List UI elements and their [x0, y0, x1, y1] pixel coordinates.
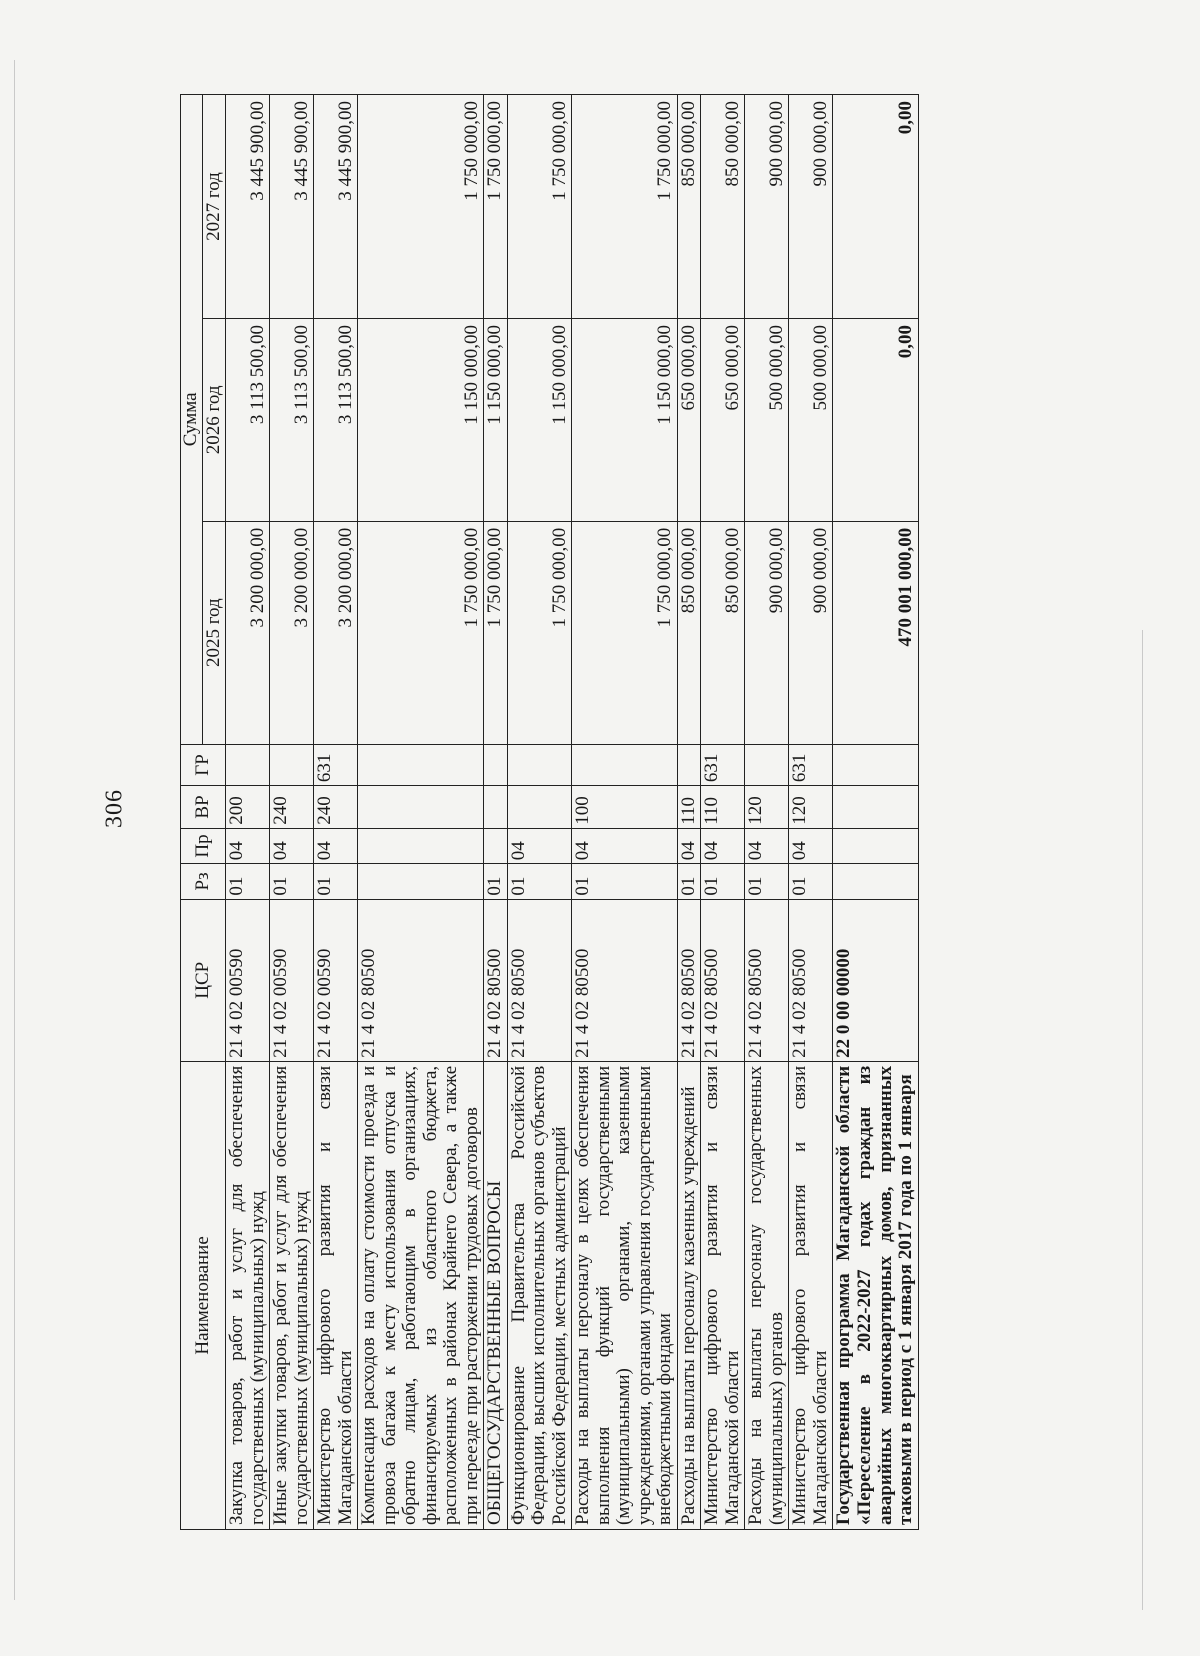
table-row: [226, 95, 270, 1530]
row-name: Министерство цифрового развития и связи Магаданской области: [701, 1061, 745, 1529]
row-sum-2025: 1 750 000,00: [507, 521, 572, 744]
row-vr: [358, 786, 484, 829]
row-rz: 01: [701, 864, 745, 899]
row-pr: 04: [507, 828, 572, 863]
row-sum-2027: 850 000,00: [701, 95, 745, 319]
row-gr: [484, 744, 508, 786]
row-gr: [677, 744, 701, 786]
row-csr: 21 4 02 80500: [507, 899, 572, 1061]
table-row: [677, 95, 701, 1530]
row-sum-2026: 650 000,00: [677, 319, 701, 522]
row-csr: 22 0 00 00000: [833, 899, 918, 1061]
row-csr: 21 4 02 80500: [677, 899, 701, 1061]
row-rz: 01: [507, 864, 572, 899]
row-sum-2026: 1 150 000,00: [507, 319, 572, 522]
scan-edge-left: [14, 60, 15, 1600]
row-rz: 01: [314, 864, 358, 899]
row-sum-2027: 850 000,00: [677, 95, 701, 319]
row-csr: 21 4 02 80500: [484, 899, 508, 1061]
row-gr: [833, 744, 918, 786]
row-sum-2025: 850 000,00: [677, 521, 701, 744]
row-name: Иные закупки товаров, работ и услуг для обеспечения государственных (муниципальных) нужд: [270, 1061, 314, 1529]
row-sum-2027: 3 445 900,00: [314, 95, 358, 319]
row-gr: 631: [701, 744, 745, 786]
row-sum-2027: 1 750 000,00: [507, 95, 572, 319]
row-pr: 04: [701, 828, 745, 863]
row-name: Закупка товаров, работ и услуг для обеспечения государственных (муниципальных) нужд: [226, 1061, 270, 1529]
row-sum-2025: 1 750 000,00: [572, 521, 678, 744]
row-sum-2025: 900 000,00: [789, 521, 833, 744]
table-row: [701, 95, 745, 1530]
row-vr: 110: [701, 786, 745, 829]
row-sum-2027: 3 445 900,00: [270, 95, 314, 319]
header-2026: 2026 год: [202, 319, 226, 522]
table-row: [572, 95, 678, 1530]
row-pr: 04: [745, 828, 789, 863]
row-sum-2026: 3 113 500,00: [314, 319, 358, 522]
table-row: [358, 95, 484, 1530]
row-sum-2025: 3 200 000,00: [270, 521, 314, 744]
row-rz: [358, 864, 484, 899]
row-sum-2025: 3 200 000,00: [314, 521, 358, 744]
row-sum-2025: 850 000,00: [701, 521, 745, 744]
row-sum-2026: 500 000,00: [789, 319, 833, 522]
row-sum-2027: 3 445 900,00: [226, 95, 270, 319]
row-csr: 21 4 02 80500: [701, 899, 745, 1061]
table-row: [745, 95, 789, 1530]
rotated-table-stage: [180, 94, 1135, 1530]
row-gr: [507, 744, 572, 786]
budget-table: [180, 94, 919, 1530]
table-row: [833, 95, 918, 1530]
row-rz: 01: [789, 864, 833, 899]
row-sum-2027: 1 750 000,00: [358, 95, 484, 319]
table-header: [181, 95, 226, 1530]
row-vr: [507, 786, 572, 829]
row-gr: [270, 744, 314, 786]
header-csr: ЦСР: [181, 899, 226, 1061]
row-sum-2026: 3 113 500,00: [226, 319, 270, 522]
row-name: ОБЩЕГОСУДАРСТВЕННЫЕ ВОПРОСЫ: [484, 1061, 508, 1529]
row-pr: 04: [789, 828, 833, 863]
row-sum-2026: 650 000,00: [701, 319, 745, 522]
scan-edge-right: [1142, 630, 1143, 1610]
row-name: Функционирование Правительства Российской Федерации, высших исполнительных органов субъектов Российской Федерации, местных администраций: [507, 1061, 572, 1529]
row-gr: [358, 744, 484, 786]
row-name: Министерство цифрового развития и связи Магаданской области: [314, 1061, 358, 1529]
row-vr: 120: [789, 786, 833, 829]
row-sum-2025: 470 001 000,00: [833, 521, 918, 744]
row-sum-2026: 500 000,00: [745, 319, 789, 522]
header-gr: ГР: [181, 744, 226, 786]
row-pr: 04: [270, 828, 314, 863]
row-csr: 21 4 02 00590: [314, 899, 358, 1061]
table-body: [226, 95, 919, 1530]
row-sum-2026: 1 150 000,00: [484, 319, 508, 522]
row-gr: [745, 744, 789, 786]
row-pr: [833, 828, 918, 863]
row-rz: 01: [226, 864, 270, 899]
header-sum: Сумма: [181, 95, 203, 745]
row-pr: [484, 828, 508, 863]
row-sum-2026: 3 113 500,00: [270, 319, 314, 522]
row-vr: [833, 786, 918, 829]
row-rz: 01: [484, 864, 508, 899]
row-gr: 631: [789, 744, 833, 786]
row-name: Государственная программа Магаданской области «Переселение в 2022-2027 годах граждан из аварийных многоквартирных домов, признанных таковыми в период с 1 января 2017 года по 1 января: [833, 1061, 918, 1529]
row-vr: 200: [226, 786, 270, 829]
table-row: [507, 95, 572, 1530]
row-pr: [358, 828, 484, 863]
row-pr: 04: [677, 828, 701, 863]
row-rz: 01: [745, 864, 789, 899]
row-sum-2026: 1 150 000,00: [358, 319, 484, 522]
header-2027: 2027 год: [202, 95, 226, 319]
row-rz: [833, 864, 918, 899]
row-gr: [572, 744, 678, 786]
header-2025: 2025 год: [202, 521, 226, 744]
row-sum-2025: 900 000,00: [745, 521, 789, 744]
row-name: Министерство цифрового развития и связи Магаданской области: [789, 1061, 833, 1529]
row-gr: [226, 744, 270, 786]
row-sum-2025: 1 750 000,00: [358, 521, 484, 744]
row-sum-2027: 900 000,00: [789, 95, 833, 319]
table-row: [484, 95, 508, 1530]
row-sum-2025: 3 200 000,00: [226, 521, 270, 744]
row-sum-2027: 900 000,00: [745, 95, 789, 319]
row-vr: [484, 786, 508, 829]
row-name: Расходы на выплаты персоналу казенных учреждений: [677, 1061, 701, 1529]
row-pr: 04: [572, 828, 678, 863]
row-name: Компенсация расходов на оплату стоимости проезда и провоза багажа к месту использования отпуска и обратно лицам, работающим в организациях, финансируемых из областного бюджета, расположенных в районах Крайнего Севера, а также при переезде при расторжении трудовых договоров: [358, 1061, 484, 1529]
row-rz: 01: [572, 864, 678, 899]
row-csr: 21 4 02 00590: [270, 899, 314, 1061]
row-sum-2026: 1 150 000,00: [572, 319, 678, 522]
row-csr: 21 4 02 80500: [789, 899, 833, 1061]
page-number: 306: [101, 789, 128, 828]
header-pr: Пр: [181, 828, 226, 863]
row-name: Расходы на выплаты персоналу государственных (муниципальных) органов: [745, 1061, 789, 1529]
row-sum-2026: 0,00: [833, 319, 918, 522]
row-csr: 21 4 02 00590: [226, 899, 270, 1061]
row-vr: 240: [270, 786, 314, 829]
table-row: [789, 95, 833, 1530]
row-name: Расходы на выплаты персоналу в целях обеспечения выполнения функций государственными (муниципальными) органами, казенными учреждениями, органами управления государственными внебюджетными фондами: [572, 1061, 678, 1529]
row-sum-2025: 1 750 000,00: [484, 521, 508, 744]
row-vr: 120: [745, 786, 789, 829]
header-name: Наименование: [181, 1061, 226, 1529]
row-rz: 01: [270, 864, 314, 899]
row-csr: 21 4 02 80500: [572, 899, 678, 1061]
row-csr: 21 4 02 80500: [358, 899, 484, 1061]
row-pr: 04: [226, 828, 270, 863]
header-rz: Рз: [181, 864, 226, 899]
row-sum-2027: 1 750 000,00: [572, 95, 678, 319]
table-row: [314, 95, 358, 1530]
row-vr: 110: [677, 786, 701, 829]
row-rz: 01: [677, 864, 701, 899]
row-sum-2027: 0,00: [833, 95, 918, 319]
row-vr: 240: [314, 786, 358, 829]
table-row: [270, 95, 314, 1530]
row-gr: 631: [314, 744, 358, 786]
row-pr: 04: [314, 828, 358, 863]
header-vr: ВР: [181, 786, 226, 829]
row-vr: 100: [572, 786, 678, 829]
row-sum-2027: 1 750 000,00: [484, 95, 508, 319]
row-csr: 21 4 02 80500: [745, 899, 789, 1061]
